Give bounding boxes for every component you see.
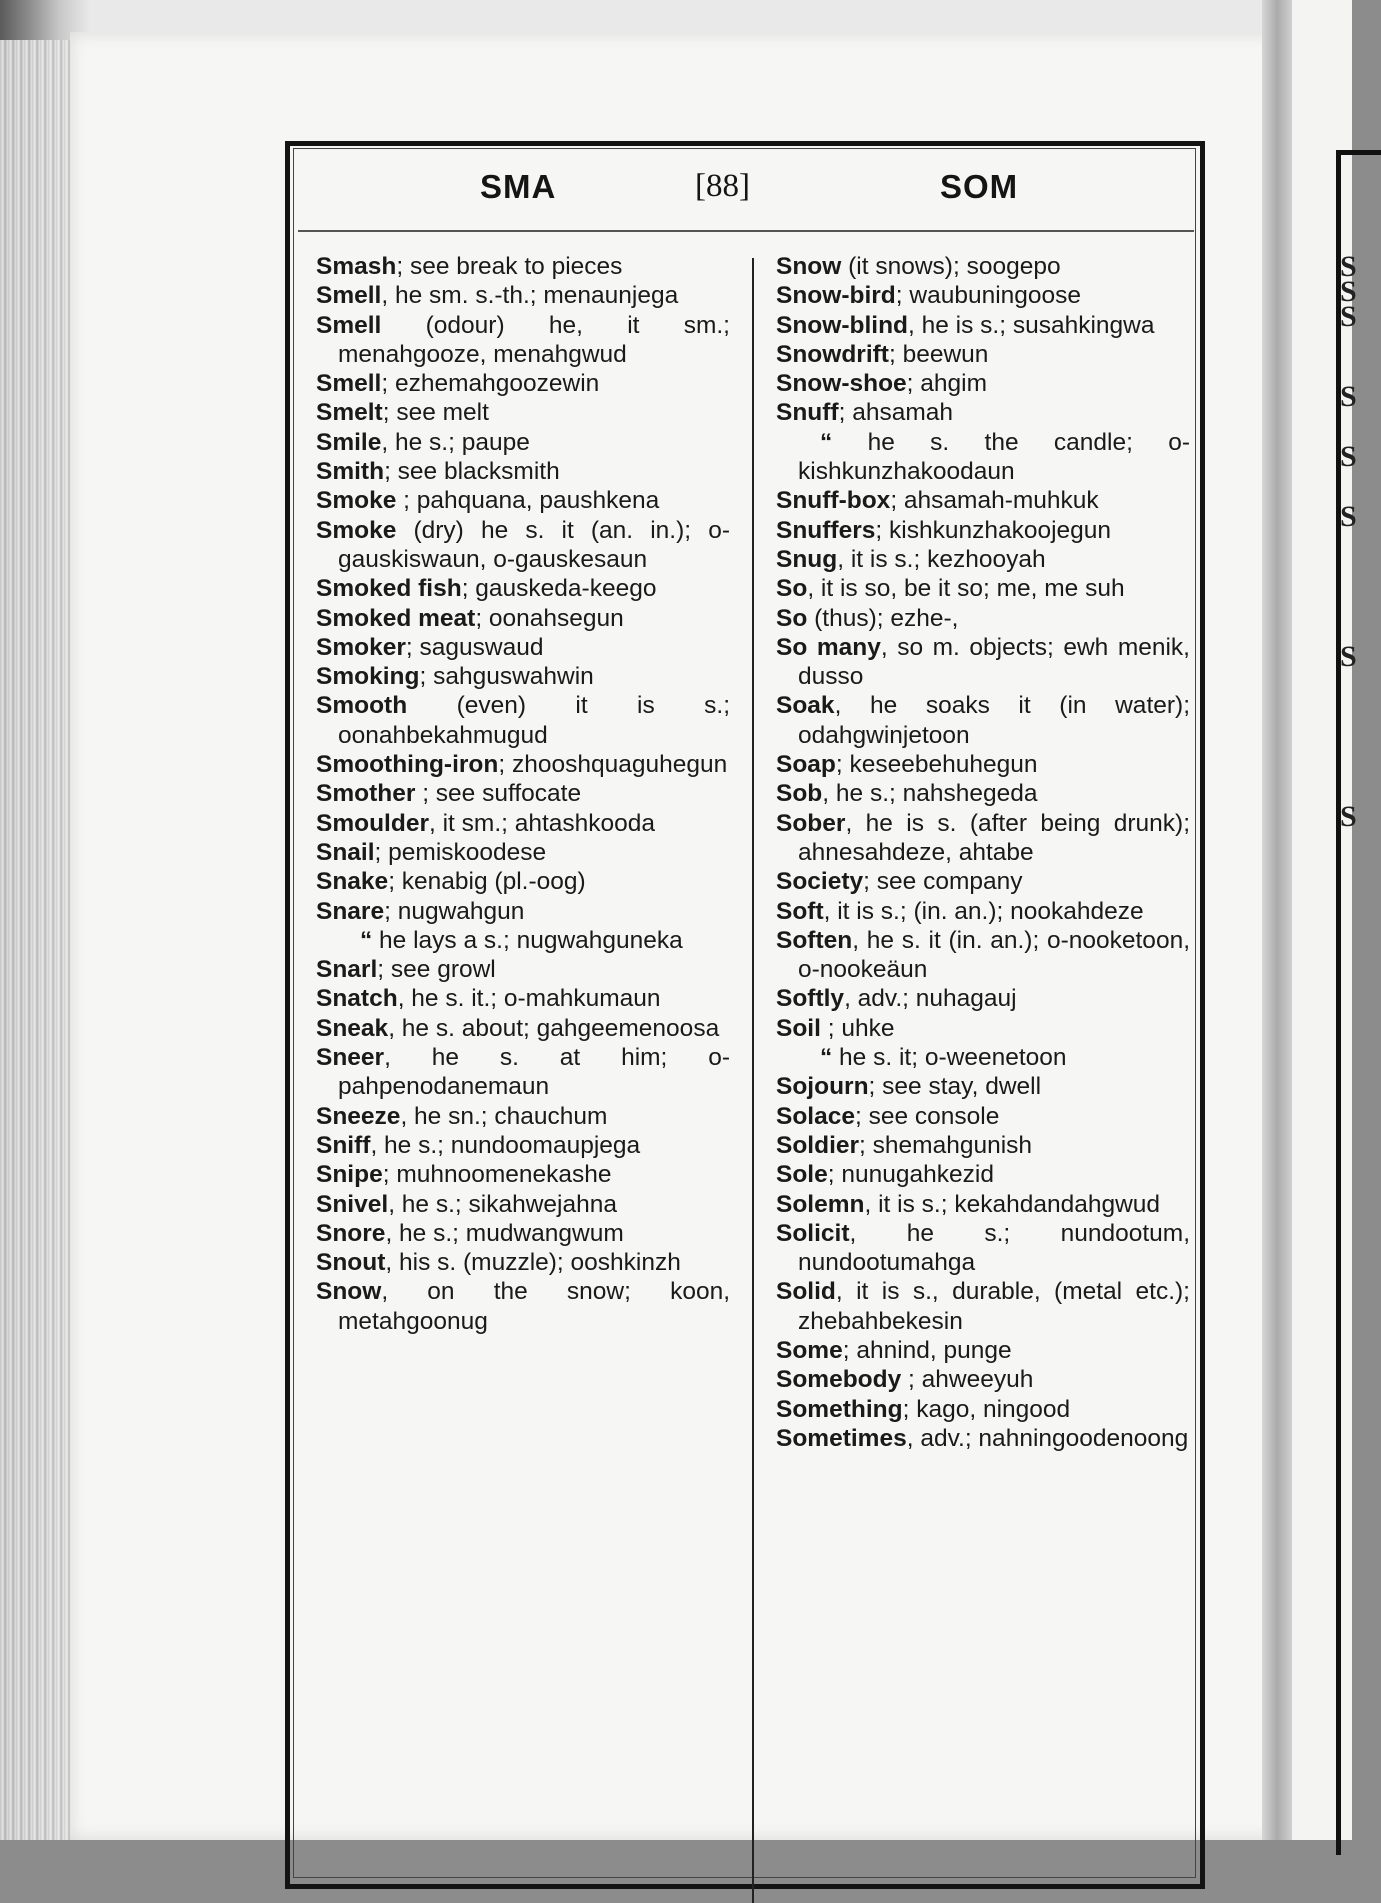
entry-headword: Snare (316, 897, 385, 925)
entry-definition: , he is s. (after being drunk); ahnesahdeze, ahtabe (798, 809, 1190, 866)
entry-headword: “ (360, 926, 373, 954)
entry-definition: , it is s.; (in. an.); nookahdeze (823, 897, 1144, 925)
entry-headword: Snivel (316, 1190, 389, 1218)
dictionary-entry (316, 486, 730, 515)
entry-headword: Some (776, 1336, 843, 1364)
facing-page-letter: S (1340, 300, 1357, 333)
entry-headword: Solemn (776, 1190, 865, 1218)
entry-definition: , his s. (muzzle); ooshkinzh (385, 1249, 681, 1277)
dictionary-entry (776, 369, 1190, 398)
dictionary-entry (316, 369, 730, 398)
entry-definition: , he s.; nahshegeda (822, 780, 1038, 808)
entry-definition: ; saguswaud (405, 633, 544, 661)
entry-definition: , it sm.; ahtashkooda (429, 809, 656, 837)
dictionary-entry (316, 252, 730, 281)
entry-definition: ; keseebehuhegun (835, 751, 1038, 779)
entry-headword: Sojourn (776, 1073, 869, 1101)
dictionary-entry (776, 1365, 1190, 1394)
left-column (316, 252, 730, 1336)
dictionary-entry (316, 1219, 730, 1248)
entry-definition: , he s.; paupe (381, 428, 530, 456)
facing-page-letter: S (1340, 275, 1357, 308)
right-column (776, 252, 1190, 1453)
entry-headword: Sob (776, 780, 823, 808)
entry-headword: Snout (316, 1249, 386, 1277)
entry-headword: Sometimes (776, 1424, 907, 1452)
entry-definition: , he sn.; chauchum (400, 1102, 608, 1130)
dictionary-entry (316, 984, 730, 1013)
dictionary-entry (776, 486, 1190, 515)
dictionary-entry (776, 1336, 1190, 1365)
entry-headword: Smoke (316, 516, 397, 544)
entry-definition: ; oonahsegun (475, 604, 624, 632)
dictionary-entry (776, 779, 1190, 808)
dictionary-entry (316, 779, 730, 808)
dictionary-entry (776, 340, 1190, 369)
entry-definition: ; sahguswahwin (419, 663, 594, 691)
dictionary-entry (316, 1014, 730, 1043)
entry-definition: ; ahsamah (838, 399, 953, 427)
entry-headword: Snow (316, 1278, 382, 1306)
entry-definition: he s. the candle; o-kishkunzhakoodaun (798, 428, 1190, 486)
dictionary-entry (776, 691, 1190, 750)
dictionary-entry (316, 1160, 730, 1189)
entry-headword: “ (820, 1044, 833, 1072)
page-number: [88] (695, 168, 750, 204)
dictionary-entry (776, 897, 1190, 926)
dictionary-entry (776, 926, 1190, 985)
dictionary-entry (776, 1219, 1190, 1278)
entry-definition: he s. it; o-weenetoon (832, 1044, 1067, 1072)
entry-headword: So many (776, 633, 881, 661)
entry-definition: ; see blacksmith (384, 458, 560, 486)
dictionary-entry (776, 281, 1190, 310)
dictionary-entry (316, 281, 730, 310)
dictionary-entry (776, 428, 1190, 487)
entry-headword: Snuff (776, 399, 839, 427)
dictionary-entry (316, 633, 730, 662)
entry-definition: ; zhooshquaguhegun (498, 751, 728, 779)
dictionary-entry (316, 897, 730, 926)
entry-definition: , he s. it.; o-mahkumaun (397, 985, 661, 1013)
entry-headword: Smoking (316, 663, 420, 691)
dictionary-entry (316, 1043, 730, 1102)
entry-headword: Soldier (776, 1131, 860, 1159)
entry-headword: Sneak (316, 1014, 389, 1042)
entry-headword: Smell (316, 370, 382, 398)
entry-headword: Snuff-box (776, 487, 891, 515)
dictionary-entry (776, 1102, 1190, 1131)
dictionary-entry (776, 984, 1190, 1013)
entry-headword: Snipe (316, 1161, 383, 1189)
entry-definition: , so m. objects; ewh menik, dusso (798, 633, 1190, 691)
dictionary-entry (776, 1277, 1190, 1336)
entry-definition: , he s.; nundoomaupjega (370, 1131, 641, 1159)
entry-definition: ; nugwahgun (384, 897, 525, 925)
entry-headword: Something (776, 1395, 903, 1423)
dictionary-entry (316, 867, 730, 896)
entry-definition: ; pemiskoodese (374, 838, 547, 866)
dictionary-entry (776, 311, 1190, 340)
entry-headword: Sneer (316, 1044, 385, 1072)
entry-definition: ; see melt (382, 399, 489, 427)
entry-definition: ; waubuningoose (895, 282, 1082, 310)
entry-headword: Snow (776, 253, 842, 280)
entry-definition: ; ahsamah-muhkuk (890, 487, 1099, 515)
entry-headword: Snug (776, 545, 838, 573)
dictionary-entry (776, 1190, 1190, 1219)
dictionary-entry (776, 574, 1190, 603)
dictionary-entry (776, 252, 1190, 281)
header-right-guideword: SOM (940, 168, 1019, 205)
entry-definition: ; ahnind, punge (842, 1336, 1012, 1364)
entry-definition: ; pahquana, paushkena (396, 487, 660, 515)
entry-headword: Soak (776, 692, 835, 720)
dictionary-entry (776, 398, 1190, 427)
entry-definition: , he s.; nundootum, nundootumahga (798, 1219, 1190, 1277)
dictionary-entry (316, 1131, 730, 1160)
entry-definition: (it snows); soogepo (841, 253, 1061, 280)
entry-definition: , he s. at him; o-pahpenodanemaun (338, 1044, 730, 1101)
dictionary-entry (316, 311, 730, 370)
entry-headword: Sole (776, 1161, 828, 1189)
dictionary-entry (776, 1072, 1190, 1101)
facing-page-letter: S (1340, 800, 1357, 833)
entry-definition: (dry) he s. it (an. in.); o-gauskiswaun, o-gauskesaun (338, 516, 730, 573)
entry-definition: , adv.; nuhagauj (844, 985, 1017, 1013)
entry-definition: , he sm. s.-th.; menaunjega (381, 282, 679, 310)
dictionary-entry (316, 428, 730, 457)
entry-definition: , it is s., durable, (metal etc.); zhebahbekesin (798, 1278, 1190, 1335)
entry-definition: , it is s.; kezhooyah (837, 545, 1046, 573)
dictionary-entry (776, 809, 1190, 868)
dictionary-entry (776, 1131, 1190, 1160)
entry-headword: Solace (776, 1102, 855, 1130)
entry-headword: Smoke (316, 487, 397, 515)
dictionary-entry (776, 516, 1190, 545)
entry-headword: Smoker (316, 633, 406, 661)
entry-definition: ; uhke (820, 1014, 895, 1042)
entry-headword: “ (820, 428, 833, 456)
entry-definition: , he s. it (in. an.); o-nooketoon, o-nookeäun (798, 926, 1190, 984)
entry-definition: , he s.; sikahwejahna (388, 1190, 617, 1218)
entry-definition: ; kishkunzhakoojegun (875, 516, 1112, 544)
header-rule (298, 230, 1194, 232)
entry-headword: Smile (316, 428, 382, 456)
entry-headword: Snail (316, 838, 375, 866)
dictionary-entry (316, 604, 730, 633)
entry-definition: ; ahgim (906, 370, 988, 398)
entry-headword: So (776, 604, 808, 632)
entry-definition: , it is so, be it so; me, me suh (807, 575, 1125, 603)
page-header (300, 168, 1190, 218)
entry-headword: Soap (776, 751, 836, 779)
dictionary-entry (316, 1102, 730, 1131)
facing-page-letter: S (1340, 440, 1357, 473)
entry-definition: (even) it is s.; oonahbekahmugud (338, 692, 730, 749)
entry-definition: ; shemahgunish (859, 1131, 1033, 1159)
dictionary-entry (316, 838, 730, 867)
entry-headword: Smelt (316, 399, 383, 427)
dictionary-entry (316, 955, 730, 984)
entry-headword: Snarl (316, 956, 378, 984)
dictionary-entry (776, 633, 1190, 692)
entry-headword: Snow-blind (776, 311, 908, 339)
entry-headword: Solid (776, 1278, 836, 1306)
entry-definition: ; see break to pieces (396, 253, 623, 280)
entry-headword: Snuffers (776, 516, 876, 544)
entry-headword: Snake (316, 868, 389, 896)
entry-definition: ; see stay, dwell (868, 1073, 1042, 1101)
entry-definition: , on the snow; koon, metahgoonug (338, 1278, 730, 1335)
entry-headword: Snowdrift (776, 340, 889, 368)
dictionary-entry (316, 457, 730, 486)
entry-definition: ; see company (863, 868, 1023, 896)
dictionary-entry (776, 1395, 1190, 1424)
entry-headword: Smother (316, 780, 416, 808)
entry-headword: Soften (776, 926, 853, 954)
dictionary-entry (316, 691, 730, 750)
entry-headword: Smoked meat (316, 604, 476, 632)
dictionary-entry (776, 1043, 1190, 1072)
entry-definition: ; kago, ningood (902, 1395, 1071, 1423)
entry-definition: ; nunugahkezid (827, 1161, 994, 1189)
dictionary-entry (776, 545, 1190, 574)
entry-headword: Smoulder (316, 809, 429, 837)
entry-definition: ; see console (855, 1102, 1000, 1130)
entry-headword: Sober (776, 809, 846, 837)
dictionary-entry (316, 1190, 730, 1219)
entry-headword: Society (776, 868, 864, 896)
entry-headword: Softly (776, 985, 845, 1013)
dictionary-entry (776, 1424, 1190, 1453)
entry-headword: Soft (776, 897, 824, 925)
entry-headword: Smash (316, 253, 397, 280)
dictionary-entry (776, 1160, 1190, 1189)
entry-definition: , he is s.; susahkingwa (908, 311, 1155, 339)
dictionary-entry (776, 1014, 1190, 1043)
facing-page-letter: S (1340, 380, 1357, 413)
dictionary-entry (316, 809, 730, 838)
entry-headword: Sniff (316, 1131, 371, 1159)
entry-headword: Snatch (316, 985, 398, 1013)
entry-headword: Smell (316, 282, 382, 310)
dictionary-entry (316, 1277, 730, 1336)
entry-headword: Solicit (776, 1219, 850, 1247)
dictionary-entry (776, 867, 1190, 896)
entry-headword: Somebody (776, 1366, 902, 1394)
facing-page-letter: S (1340, 250, 1357, 283)
column-divider (752, 258, 754, 1903)
entry-definition: , he s. about; gahgeemenoosa (388, 1014, 720, 1042)
entry-definition: ; gauskeda-keego (461, 575, 657, 603)
entry-headword: Soil (776, 1014, 821, 1042)
dictionary-entry (316, 750, 730, 779)
entry-definition: , it is s.; kekahdandahgwud (864, 1190, 1161, 1218)
entry-headword: So (776, 575, 808, 603)
dictionary-entry (316, 1248, 730, 1277)
entry-definition: , adv.; nahningoodenoong (906, 1424, 1189, 1452)
entry-definition: ; kenabig (pl.-oog) (388, 868, 586, 896)
facing-page-letter: S (1340, 500, 1357, 533)
dictionary-entry (776, 604, 1190, 633)
entry-headword: Smell (316, 311, 382, 339)
entry-definition: ; ezhemahgoozewin (381, 370, 600, 398)
entry-headword: Smooth (316, 692, 408, 720)
entry-definition: ; see growl (377, 956, 496, 984)
entry-headword: Snow-bird (776, 282, 896, 310)
entry-definition: he lays a s.; nugwahguneka (372, 926, 683, 954)
entry-headword: Smoked fish (316, 575, 462, 603)
entry-definition: (odour) he, it sm.; menahgooze, menahgwud (338, 311, 730, 368)
entry-definition: , he soaks it (in water); odahgwinjetoon (798, 692, 1190, 749)
entry-headword: Sneeze (316, 1102, 401, 1130)
book-gutter (1262, 0, 1292, 1840)
entry-definition: ; see suffocate (415, 780, 582, 808)
entry-definition: (thus); ezhe-, (807, 604, 959, 632)
page-stack-edges (0, 40, 80, 1840)
entry-definition: ; muhnoomenekashe (382, 1161, 612, 1189)
dictionary-entry (316, 662, 730, 691)
dictionary-entry (316, 574, 730, 603)
dictionary-entry (316, 398, 730, 427)
entry-headword: Snore (316, 1219, 386, 1247)
dictionary-entry (316, 516, 730, 575)
entry-definition: , he s.; mudwangwum (385, 1219, 624, 1247)
entry-headword: Smith (316, 458, 385, 486)
header-left-guideword: SMA (480, 168, 557, 205)
facing-page-letter: S (1340, 640, 1357, 673)
entry-definition: ; ahweeyuh (901, 1366, 1034, 1394)
entry-headword: Snow-shoe (776, 370, 907, 398)
dictionary-entry (316, 926, 730, 955)
entry-headword: Smoothing-iron (316, 751, 499, 779)
dictionary-entry (776, 750, 1190, 779)
entry-definition: ; beewun (888, 340, 989, 368)
